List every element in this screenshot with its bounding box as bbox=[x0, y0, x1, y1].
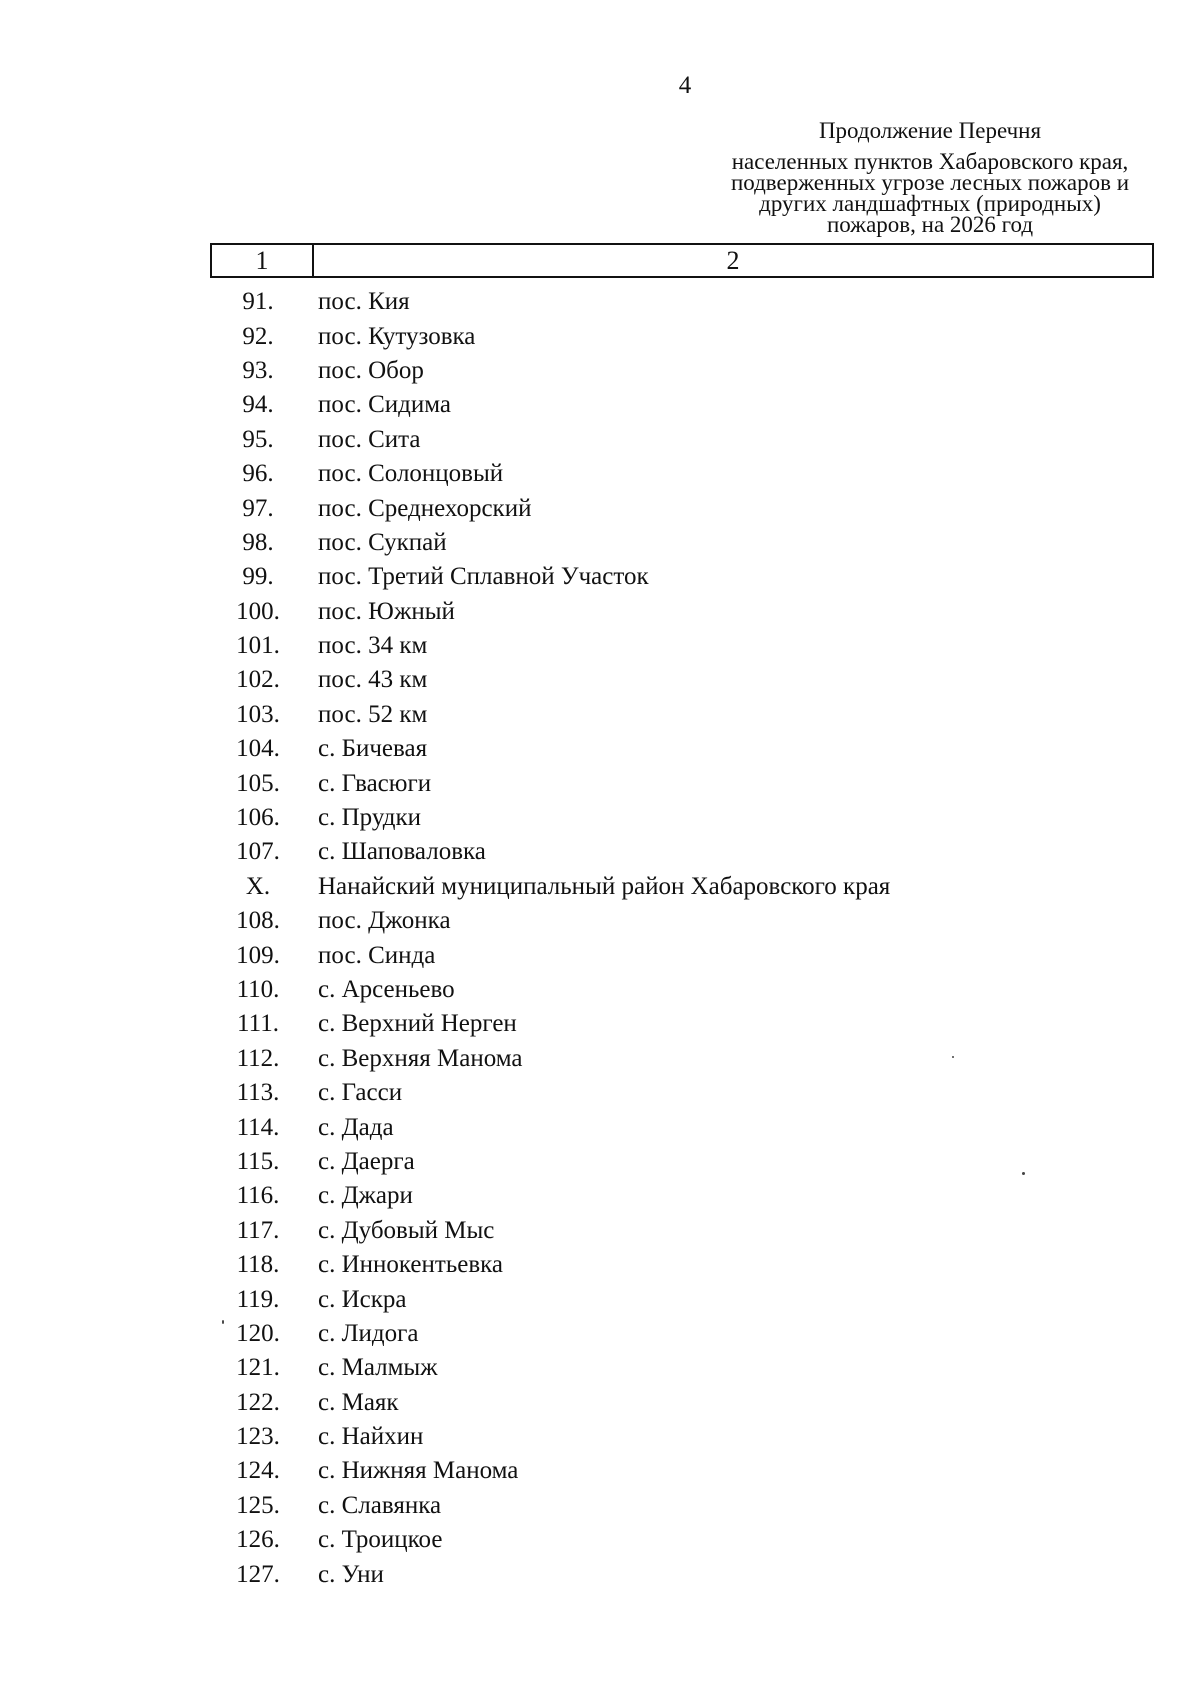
row-number: 92. bbox=[242, 322, 274, 350]
settlement-name: с. Искра bbox=[318, 1285, 407, 1313]
table-row bbox=[210, 801, 1154, 835]
row-number: 93. bbox=[242, 356, 274, 384]
heading-line: населенных пунктов Хабаровского края, bbox=[731, 149, 1129, 174]
settlement-name: Нанайский муниципальный район Хабаровского края bbox=[318, 872, 891, 900]
table-row bbox=[210, 1317, 1154, 1351]
settlement-name: с. Троицкое bbox=[318, 1526, 443, 1554]
table-row bbox=[210, 319, 1154, 353]
table-row bbox=[210, 388, 1154, 422]
settlement-name: с. Иннокентьевка bbox=[318, 1251, 503, 1279]
table-row bbox=[210, 1042, 1154, 1076]
settlement-name: пос. Третий Сплавной Участок bbox=[318, 563, 649, 591]
row-number: 115. bbox=[236, 1147, 280, 1175]
row-number: 126. bbox=[236, 1526, 280, 1554]
table-row bbox=[210, 595, 1154, 629]
column-header-name: 2 bbox=[726, 246, 740, 275]
table-row bbox=[210, 663, 1154, 697]
table-row bbox=[210, 560, 1154, 594]
row-number: 95. bbox=[242, 425, 274, 453]
heading-line: других ландшафтных (природных) bbox=[759, 191, 1101, 216]
row-number: 111. bbox=[237, 1010, 279, 1038]
table-row bbox=[210, 457, 1154, 491]
table-row bbox=[210, 1007, 1154, 1041]
row-number: 118. bbox=[236, 1251, 280, 1279]
settlement-name: с. Арсеньево bbox=[318, 976, 455, 1003]
table-row bbox=[210, 1351, 1154, 1385]
settlement-name: пос. Среднехорский bbox=[318, 494, 532, 522]
row-number: 106. bbox=[236, 804, 280, 832]
scan-speck bbox=[1022, 1172, 1025, 1175]
row-number: 124. bbox=[236, 1457, 280, 1485]
table-row bbox=[210, 1076, 1154, 1110]
settlement-name: с. Верхняя Манома bbox=[318, 1044, 523, 1072]
settlement-name: с. Дада bbox=[318, 1113, 394, 1141]
settlement-name: пос. Синда bbox=[318, 941, 436, 969]
row-number: 110. bbox=[236, 976, 280, 1003]
table-row bbox=[210, 285, 1154, 319]
table-row bbox=[210, 423, 1154, 457]
row-number: 109. bbox=[236, 941, 280, 969]
settlement-list bbox=[210, 285, 1154, 1592]
row-number: 105. bbox=[236, 769, 280, 797]
settlement-name: пос. Джонка bbox=[318, 907, 451, 935]
row-number: 91. bbox=[242, 288, 274, 316]
settlement-name: пос. Сидима bbox=[318, 391, 451, 419]
row-number: 112. bbox=[236, 1044, 280, 1072]
heading-line: пожаров, на 2026 год bbox=[826, 212, 1034, 237]
table-row bbox=[210, 835, 1154, 869]
settlement-name: с. Маяк bbox=[318, 1388, 399, 1416]
table-row bbox=[210, 526, 1154, 560]
row-number: 119. bbox=[236, 1285, 280, 1313]
settlement-name: пос. Обор bbox=[318, 356, 424, 384]
row-number: 100. bbox=[236, 597, 280, 625]
row-number: 104. bbox=[236, 735, 280, 763]
row-number: 117. bbox=[236, 1216, 280, 1244]
table-row bbox=[210, 1523, 1154, 1557]
settlement-name: с. Лидога bbox=[318, 1319, 419, 1347]
row-number: 96. bbox=[242, 460, 274, 488]
settlement-name: пос. Кия bbox=[318, 288, 410, 316]
settlement-name: пос. 52 км bbox=[318, 700, 428, 728]
table-row bbox=[210, 766, 1154, 800]
settlement-name: с. Прудки bbox=[318, 804, 421, 832]
table-row bbox=[210, 938, 1154, 972]
column-header-number: 1 bbox=[212, 245, 314, 276]
row-number: X. bbox=[245, 872, 271, 900]
row-number: 114. bbox=[236, 1113, 280, 1141]
table-row bbox=[210, 973, 1154, 1007]
settlement-name: с. Шаповаловка bbox=[318, 838, 486, 866]
row-number: 101. bbox=[236, 632, 280, 660]
row-number: 98. bbox=[242, 528, 274, 556]
table-row bbox=[210, 1110, 1154, 1144]
page-number: 4 bbox=[678, 72, 692, 99]
row-number: 127. bbox=[236, 1560, 280, 1588]
table-row bbox=[210, 1489, 1154, 1523]
table-row bbox=[210, 1557, 1154, 1591]
table-row bbox=[210, 1282, 1154, 1316]
heading-title: Продолжение Перечня bbox=[818, 118, 1042, 143]
settlement-name: с. Найхин bbox=[318, 1423, 424, 1451]
settlement-name: с. Малмыж bbox=[318, 1354, 438, 1382]
settlement-name: пос. Южный bbox=[318, 597, 455, 625]
table-row bbox=[210, 698, 1154, 732]
settlement-name: с. Верхний Нерген bbox=[318, 1010, 517, 1038]
settlement-name: пос. Кутузовка bbox=[318, 322, 476, 350]
row-number: 120. bbox=[236, 1319, 280, 1347]
row-number: 108. bbox=[236, 907, 280, 935]
table-row bbox=[210, 870, 1154, 904]
scan-speck bbox=[952, 1056, 954, 1058]
settlement-name: с. Бичевая bbox=[318, 735, 428, 763]
row-number: 103. bbox=[236, 700, 280, 728]
table-row bbox=[210, 629, 1154, 663]
settlement-name: пос. 43 км bbox=[318, 666, 428, 694]
row-number: 123. bbox=[236, 1423, 280, 1451]
row-number: 116. bbox=[236, 1182, 280, 1210]
table-row bbox=[210, 732, 1154, 766]
table-row bbox=[210, 904, 1154, 938]
row-number: 97. bbox=[242, 494, 274, 522]
row-number: 94. bbox=[242, 391, 274, 419]
settlement-name: с. Славянка bbox=[318, 1491, 442, 1519]
row-number: 122. bbox=[236, 1388, 280, 1416]
table-row bbox=[210, 1214, 1154, 1248]
settlement-name: с. Нижняя Манома bbox=[318, 1457, 519, 1485]
scan-speck bbox=[222, 1320, 224, 1324]
settlement-name: с. Даерга bbox=[318, 1147, 415, 1175]
settlement-name: пос. 34 км bbox=[318, 632, 428, 660]
row-number: 99. bbox=[242, 563, 274, 591]
settlement-name: с. Дубовый Мыс bbox=[318, 1216, 495, 1244]
row-number: 125. bbox=[236, 1491, 280, 1519]
row-number: 107. bbox=[236, 838, 280, 866]
settlement-name: с. Гасси bbox=[318, 1079, 403, 1107]
row-number: 113. bbox=[236, 1079, 280, 1107]
row-number: 121. bbox=[236, 1354, 280, 1382]
heading-line: подверженных угрозе лесных пожаров и bbox=[730, 170, 1130, 195]
table-row bbox=[210, 1179, 1154, 1213]
settlement-name: с. Уни bbox=[318, 1560, 384, 1588]
table-header bbox=[210, 243, 1154, 278]
settlement-name: пос. Солонцовый bbox=[318, 460, 504, 488]
settlement-name: пос. Сукпай bbox=[318, 528, 447, 556]
table-row bbox=[210, 1454, 1154, 1488]
table-row bbox=[210, 1420, 1154, 1454]
table-row bbox=[210, 354, 1154, 388]
settlement-name: с. Гвасюги bbox=[318, 769, 432, 797]
settlement-name: пос. Сита bbox=[318, 425, 421, 453]
settlement-name: с. Джари bbox=[318, 1182, 413, 1210]
table-row bbox=[210, 1386, 1154, 1420]
row-number: 102. bbox=[236, 666, 280, 694]
table-row bbox=[210, 1248, 1154, 1282]
table-row bbox=[210, 491, 1154, 525]
table-row bbox=[210, 1145, 1154, 1179]
document-heading bbox=[700, 120, 1160, 235]
